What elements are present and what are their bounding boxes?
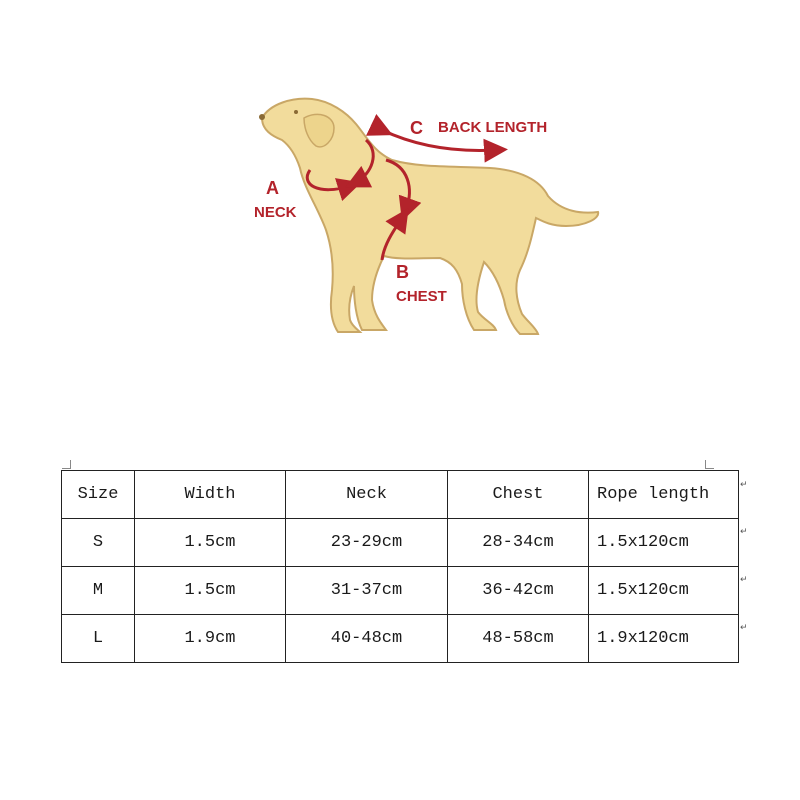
cell-size: M — [62, 567, 135, 615]
cell-width: 1.5cm — [135, 519, 286, 567]
label-chest: CHEST — [396, 288, 447, 305]
cell-neck: 40-48cm — [286, 615, 448, 663]
cell-neck: 23-29cm — [286, 519, 448, 567]
cell-chest: 28-34cm — [448, 519, 589, 567]
label-b-letter: B — [396, 262, 409, 282]
table-row — [62, 567, 739, 615]
paragraph-mark-icon: ↵ — [740, 575, 748, 585]
cell-size: L — [62, 615, 135, 663]
header-width: Width — [135, 471, 286, 519]
cell-rope-length: 1.5x120cm — [589, 519, 739, 567]
dog-illustration — [0, 0, 800, 360]
header-chest: Chest — [448, 471, 589, 519]
table-row — [62, 615, 739, 663]
cell-rope-length: 1.9x120cm — [589, 615, 739, 663]
label-neck: NECK — [254, 204, 297, 221]
dog-eye — [294, 110, 298, 114]
corner-mark-right — [705, 460, 714, 469]
table-header-row — [62, 471, 739, 519]
label-c-letter: C — [410, 118, 423, 138]
label-back-length: BACK LENGTH — [438, 119, 548, 136]
cell-width: 1.9cm — [135, 615, 286, 663]
cell-size: S — [62, 519, 135, 567]
header-size: Size — [62, 471, 135, 519]
cell-chest: 48-58cm — [448, 615, 589, 663]
table-row — [62, 519, 739, 567]
paragraph-mark-icon: ↵ — [740, 480, 748, 490]
paragraph-mark-icon: ↵ — [740, 623, 748, 633]
cell-neck: 31-37cm — [286, 567, 448, 615]
corner-mark-left — [62, 460, 71, 469]
dog-nose — [259, 114, 265, 120]
header-rope-length: Rope length — [589, 471, 739, 519]
paragraph-mark-icon: ↵ — [740, 527, 748, 537]
cell-width: 1.5cm — [135, 567, 286, 615]
cell-rope-length: 1.5x120cm — [589, 567, 739, 615]
size-chart-table — [61, 470, 739, 663]
cell-chest: 36-42cm — [448, 567, 589, 615]
label-a-letter: A — [266, 178, 279, 198]
header-neck: Neck — [286, 471, 448, 519]
dog-measurement-diagram — [0, 0, 800, 360]
